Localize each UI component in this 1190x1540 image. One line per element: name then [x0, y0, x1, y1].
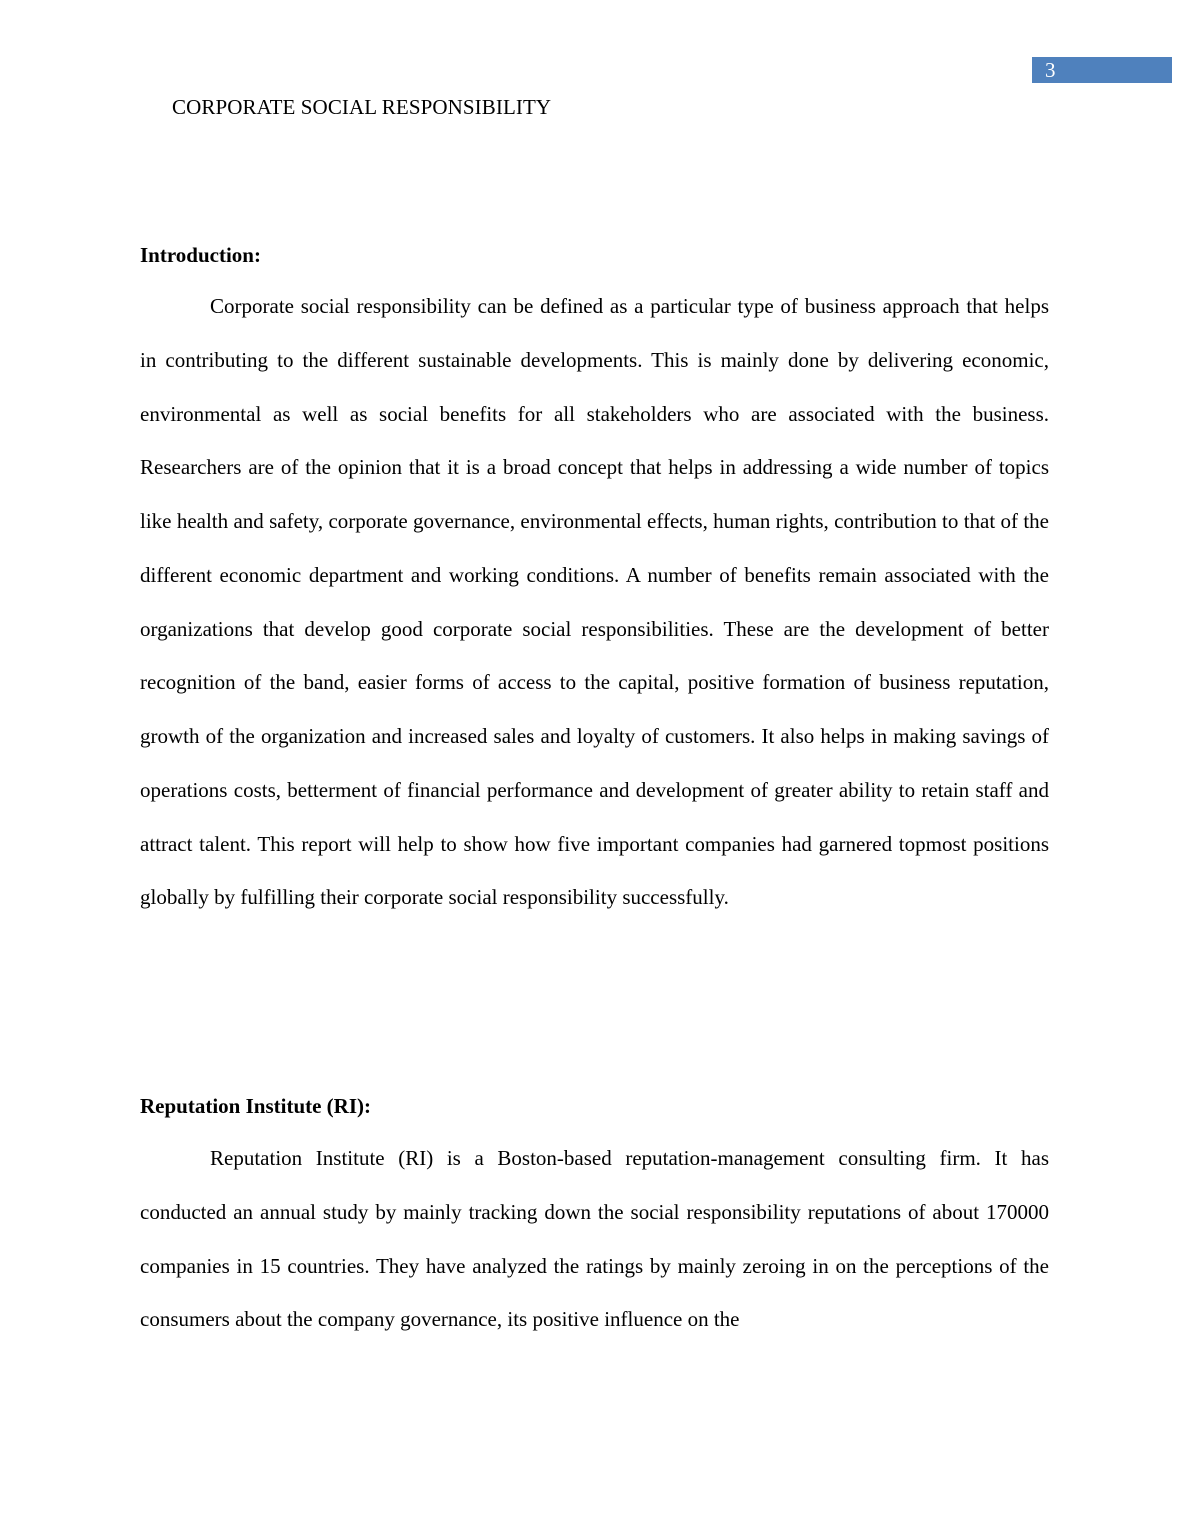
running-head: CORPORATE SOCIAL RESPONSIBILITY — [172, 95, 552, 119]
paragraph-introduction: Corporate social responsibility can be defined as a particular type of business approach that helps in contributing to the different sustainable developments. This is mainly done by delivering economic, environmental as well as social benefits for all stakeholders who are associated with the business. Researchers are of the opinion that it is a broad concept that helps in addressing a wide number of topics like health and safety, corporate governance, environmental effects, human rights, contribution to that of the different economic department and working conditions. A number of benefits remain associated with the organizations that develop good corporate social responsibilities. These are the development of better recognition of the band, easier forms of access to the capital, positive formation of business reputation, growth of the organization and increased sales and loyalty of customers. It also helps in making savings of operations costs, betterment of financial performance and development of greater ability to retain staff and attract talent. This report will help to show how five important companies had garnered topmost positions globally by fulfilling their corporate social responsibility successfully. — [140, 294, 1049, 910]
paragraph-reputation-institute: Reputation Institute (RI) is a Boston-based reputation-management consulting firm. It has conducted an annual study by mainly tracking down the social responsibility reputations of about 170000 companies in 15 countries. They have analyzed the ratings by mainly zeroing in on the perceptions of the consumers about the company governance, its positive influence on the — [140, 1146, 1049, 1332]
page-number: 3 — [1032, 57, 1172, 83]
section-heading-reputation-institute: Reputation Institute (RI): — [140, 1094, 371, 1118]
section-heading-introduction: Introduction: — [140, 243, 261, 267]
